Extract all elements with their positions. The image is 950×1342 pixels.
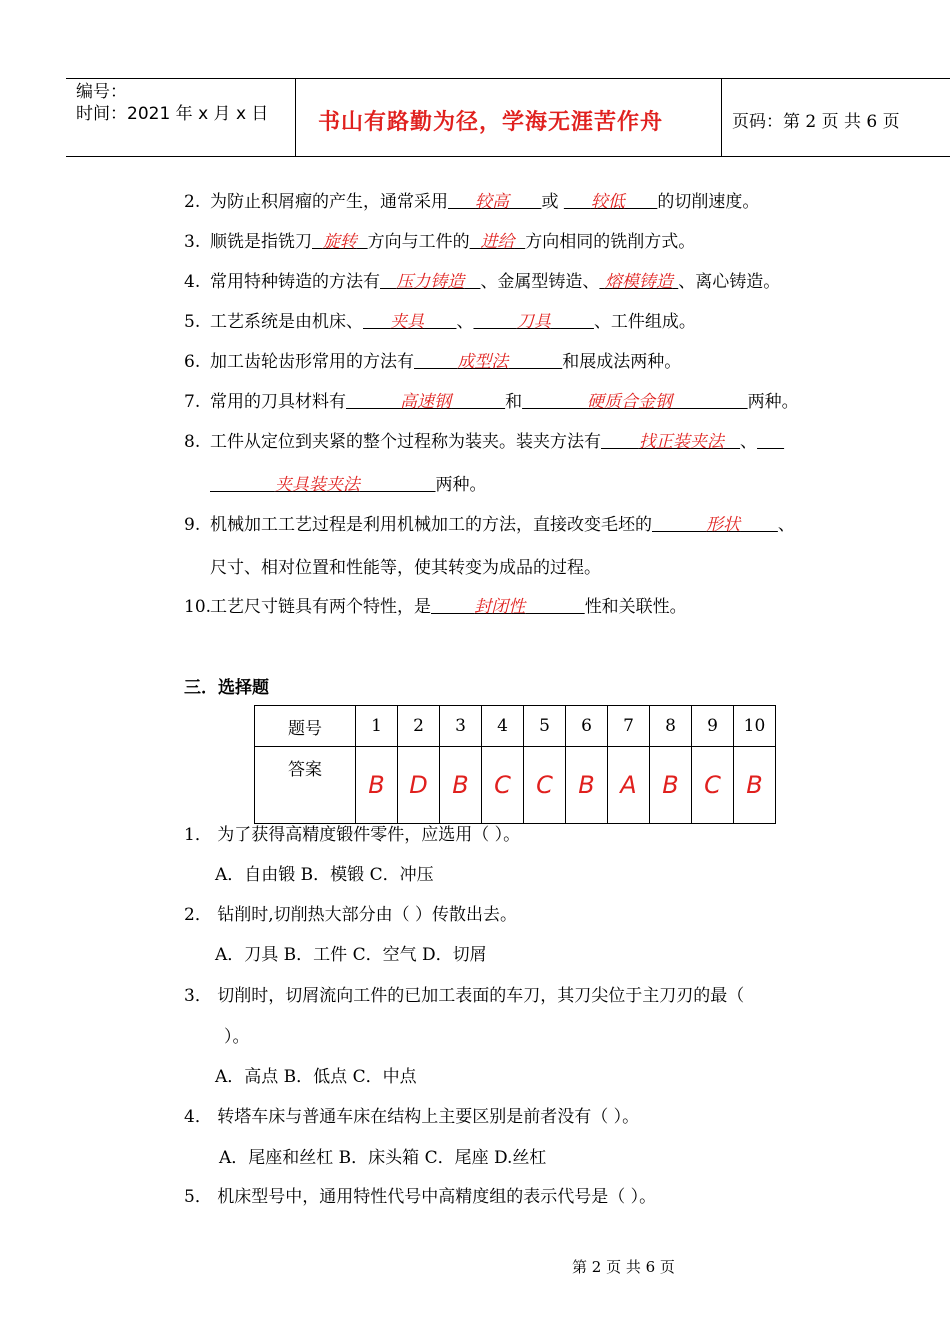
answer-cell: D	[398, 747, 440, 824]
table-cell: 5	[524, 706, 566, 747]
doc-number-label: 编号：	[76, 82, 127, 102]
choice-question-1-stem: 1． 为了获得高精度锻件零件，应选用（ ）。	[184, 825, 521, 845]
question-text: 常用特种铸造的方法有	[210, 272, 380, 292]
header-divider	[295, 79, 296, 156]
answer-cell: B	[734, 747, 776, 824]
fill-question-6	[184, 347, 681, 372]
fill-question-9	[184, 510, 795, 535]
table-cell: 10	[734, 706, 776, 747]
answer-text: 旋转	[322, 232, 357, 252]
fill-question-9-cont: 尺寸、相对位置和性能等，使其转变为成品的过程。	[210, 558, 601, 578]
choice-question-3-options: A．高点 B．低点 C．中点	[215, 1067, 417, 1087]
answer-text: 压力铸造	[396, 272, 465, 292]
answer-text: 进给	[480, 232, 515, 252]
answer-text: 刀具	[516, 312, 551, 332]
fill-question-8	[184, 427, 784, 452]
choice-question-4-options: A．尾座和丝杠 B．床头箱 C．尾座 D.丝杠	[219, 1148, 547, 1168]
choice-question-2-options: A．刀具 B．工件 C．空气 D．切屑	[215, 945, 487, 965]
table-cell: 8	[650, 706, 692, 747]
answer-cell: C	[482, 747, 524, 824]
choice-question-3-stem: 3． 切削时，切屑流向工件的已加工表面的车刀，其刀尖位于主刀刃的最（	[184, 986, 745, 1006]
table-cell: 6	[566, 706, 608, 747]
choice-question-3-stem-cont: ）。	[224, 1027, 250, 1047]
answer-text: 夹具	[390, 312, 425, 332]
question-text: 和展成法两种。	[562, 352, 682, 372]
question-text: 工件从定位到夹紧的整个过程称为装夹。装夹方法有	[210, 432, 601, 452]
answer-cell: C	[692, 747, 734, 824]
table-row	[255, 706, 776, 747]
answer-cell: C	[524, 747, 566, 824]
header-divider	[721, 79, 722, 156]
choice-question-2-stem: 2． 钻削时,切削热大部分由（ ）传散出去。	[184, 905, 518, 925]
question-number: 5.	[184, 312, 201, 332]
question-text: 常用的刀具材料有	[210, 392, 346, 412]
question-text: 、	[740, 432, 758, 452]
question-text: 性和关联性。	[584, 597, 687, 617]
table-row	[255, 747, 776, 824]
question-text: 顺铣是指铣刀	[210, 232, 312, 252]
fill-question-7	[184, 387, 799, 412]
question-number: 2.	[184, 192, 201, 212]
answer-text: 成型法	[457, 352, 509, 372]
table-cell: 9	[692, 706, 734, 747]
answer-text: 高速钢	[400, 392, 452, 412]
header-motto: 书山有路勤为径，学海无涯苦作舟	[318, 109, 664, 135]
question-text: 和	[505, 392, 523, 412]
fill-question-8-cont	[210, 470, 487, 495]
answer-cell: B	[566, 747, 608, 824]
header-meta	[76, 81, 268, 125]
table-header-cell: 答案	[255, 747, 356, 824]
choice-question-4-stem: 4． 转塔车床与普通车床在结构上主要区别是前者没有（ ）。	[184, 1107, 640, 1127]
question-number: 3.	[184, 232, 201, 252]
question-text: 两种。	[435, 475, 487, 495]
answer-text: 较高	[475, 192, 510, 212]
question-text: 工艺尺寸链具有两个特性，是	[210, 597, 431, 617]
answer-text: 夹具装夹法	[274, 475, 360, 495]
page-footer: 第 2 页 共 6 页	[572, 1258, 675, 1276]
question-text: 方向相同的铣削方式。	[525, 232, 696, 252]
question-text: 、工件组成。	[593, 312, 696, 332]
question-text: 、离心铸造。	[678, 272, 781, 292]
answer-text: 较低	[590, 192, 625, 212]
table-cell: 4	[482, 706, 524, 747]
section-title: 三．选择题	[184, 678, 269, 698]
question-text: 、	[777, 515, 795, 535]
question-number: 9.	[184, 515, 201, 535]
table-cell: 1	[356, 706, 398, 747]
answer-cell: B	[650, 747, 692, 824]
page-header	[66, 78, 950, 157]
question-number: 4.	[184, 272, 201, 292]
question-text: 方向与工件的	[367, 232, 470, 252]
question-text: 为防止积屑瘤的产生，通常采用	[210, 192, 448, 212]
table-header-cell: 题号	[255, 706, 356, 747]
choice-question-5-stem: 5． 机床型号中，通用特性代号中高精度组的表示代号是（ ）。	[184, 1187, 657, 1207]
question-number: 6.	[184, 352, 201, 372]
question-number: 10.	[184, 597, 212, 617]
fill-question-5	[184, 307, 696, 332]
question-text: 机械加工工艺过程是利用机械加工的方法，直接改变毛坯的	[210, 515, 652, 535]
table-cell: 7	[608, 706, 650, 747]
answer-table	[254, 705, 776, 824]
fill-question-4	[184, 267, 780, 292]
question-number: 7.	[184, 392, 201, 412]
answer-cell: B	[356, 747, 398, 824]
question-text: 或	[541, 192, 559, 212]
answer-text: 找正装夹法	[638, 432, 724, 452]
answer-cell: B	[440, 747, 482, 824]
header-page-info: 页码：第 2 页 共 6 页	[732, 112, 900, 132]
table-cell: 2	[398, 706, 440, 747]
fill-question-10	[184, 592, 687, 617]
answer-text: 硬质合金钢	[586, 392, 672, 412]
question-number: 8.	[184, 432, 201, 452]
answer-cell: A	[608, 747, 650, 824]
question-text: 两种。	[747, 392, 799, 412]
fill-question-3	[184, 227, 695, 252]
question-text: 加工齿轮齿形常用的方法有	[210, 352, 414, 372]
answer-text: 封闭性	[474, 597, 526, 617]
answer-text: 形状	[706, 515, 741, 535]
question-text: 、金属型铸造、	[480, 272, 600, 292]
doc-time-label: 时间：2021 年 x 月 x 日	[76, 104, 269, 124]
answer-text: 熔模铸造	[604, 272, 673, 292]
table-cell: 3	[440, 706, 482, 747]
choice-question-1-options: A．自由锻 B．模锻 C．冲压	[215, 865, 434, 885]
question-text: 、	[456, 312, 474, 332]
question-text: 的切削速度。	[657, 192, 760, 212]
fill-question-2	[184, 187, 759, 212]
question-text: 工艺系统是由机床、	[210, 312, 363, 332]
